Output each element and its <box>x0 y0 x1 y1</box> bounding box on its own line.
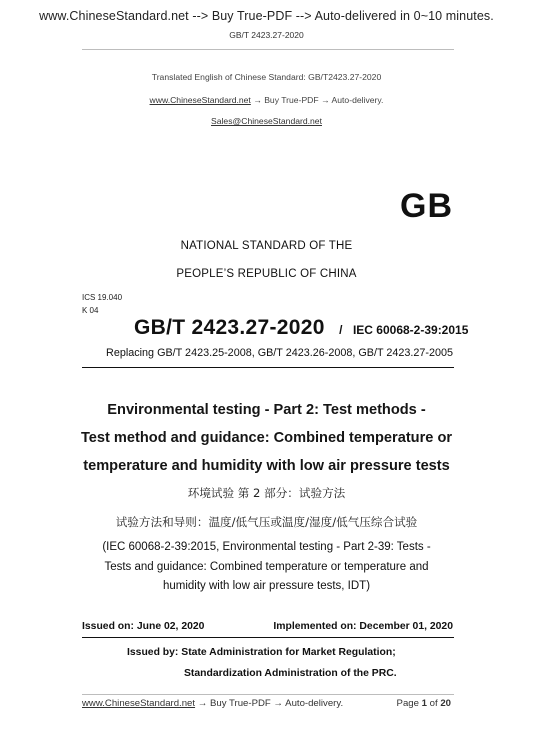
top-banner: www.ChineseStandard.net --> Buy True-PDF --> Auto-delivered in 0~10 minutes. <box>39 9 494 23</box>
intro-link-row <box>0 95 533 105</box>
sales-email-link[interactable]: Sales@ChineseStandard.net <box>211 116 322 126</box>
iec-desc-line2: Tests and guidance: Combined temperature or temperature and <box>104 561 429 573</box>
page-total: 20 <box>440 698 451 709</box>
implemented-date: Implemented on: December 01, 2020 <box>273 621 453 632</box>
page-number: 1 <box>421 698 427 709</box>
gb-logo: GB <box>400 187 453 225</box>
iec-number: IEC 60068-2-39:2015 <box>352 323 469 337</box>
national-standard-line2: PEOPLE’S REPUBLIC OF CHINA <box>176 268 357 280</box>
title-divider <box>82 367 454 368</box>
page-word: Page <box>396 698 419 709</box>
issued-date: Issued on: June 02, 2020 <box>82 621 205 632</box>
iec-desc-line3: humidity with low air pressure tests, IDT) <box>162 580 371 592</box>
ics-code: ICS 19.040 <box>82 293 123 302</box>
issuer-line1: Issued by: State Administration for Market Regulation; <box>127 647 396 658</box>
header-standard-code: GB/T 2423.27-2020 <box>229 30 304 40</box>
title-en-line1: Environmental testing - Part 2: Test methods - <box>107 402 426 418</box>
footer-delivery-text: → Buy True-PDF → Auto-delivery. <box>197 698 344 709</box>
national-standard-line1: NATIONAL STANDARD OF THE <box>180 240 353 252</box>
footer-link-row <box>82 698 343 709</box>
issuer-line2: Standardization Administration of the PRC. <box>184 668 397 679</box>
footer-divider <box>82 694 454 695</box>
replacing-note: Replacing GB/T 2423.25-2008, GB/T 2423.26-2008, GB/T 2423.27-2005 <box>106 347 453 359</box>
standard-separator: / <box>339 323 343 337</box>
title-en-line3: temperature and humidity with low air pressure tests <box>83 458 450 474</box>
standard-number-row <box>134 316 468 340</box>
iec-desc-line1: (IEC 60068-2-39:2015, Environmental testing - Part 2-39: Tests - <box>102 541 431 553</box>
title-cn-line2: 试验方法和导则：温度/低气压或温度/湿度/低气压综合试验 <box>115 515 418 529</box>
title-cn-line1: 环境试验 第 2 部分：试验方法 <box>187 486 346 500</box>
header-divider <box>82 49 454 50</box>
standard-number: GB/T 2423.27-2020 <box>134 316 325 339</box>
k-code: K 04 <box>82 306 99 315</box>
of-word: of <box>429 698 438 709</box>
page-indicator <box>397 698 451 709</box>
chinese-standard-link[interactable]: www.ChineseStandard.net <box>149 95 251 105</box>
intro-delivery-text: → Buy True-PDF → Auto-delivery. <box>253 95 384 105</box>
dates-divider <box>82 637 454 638</box>
footer-site-link[interactable]: www.ChineseStandard.net <box>82 698 196 709</box>
title-en-line2: Test method and guidance: Combined temperature or <box>80 430 453 446</box>
email-row <box>0 116 533 126</box>
translated-note: Translated English of Chinese Standard: GB/T2423.27-2020 <box>151 72 382 82</box>
